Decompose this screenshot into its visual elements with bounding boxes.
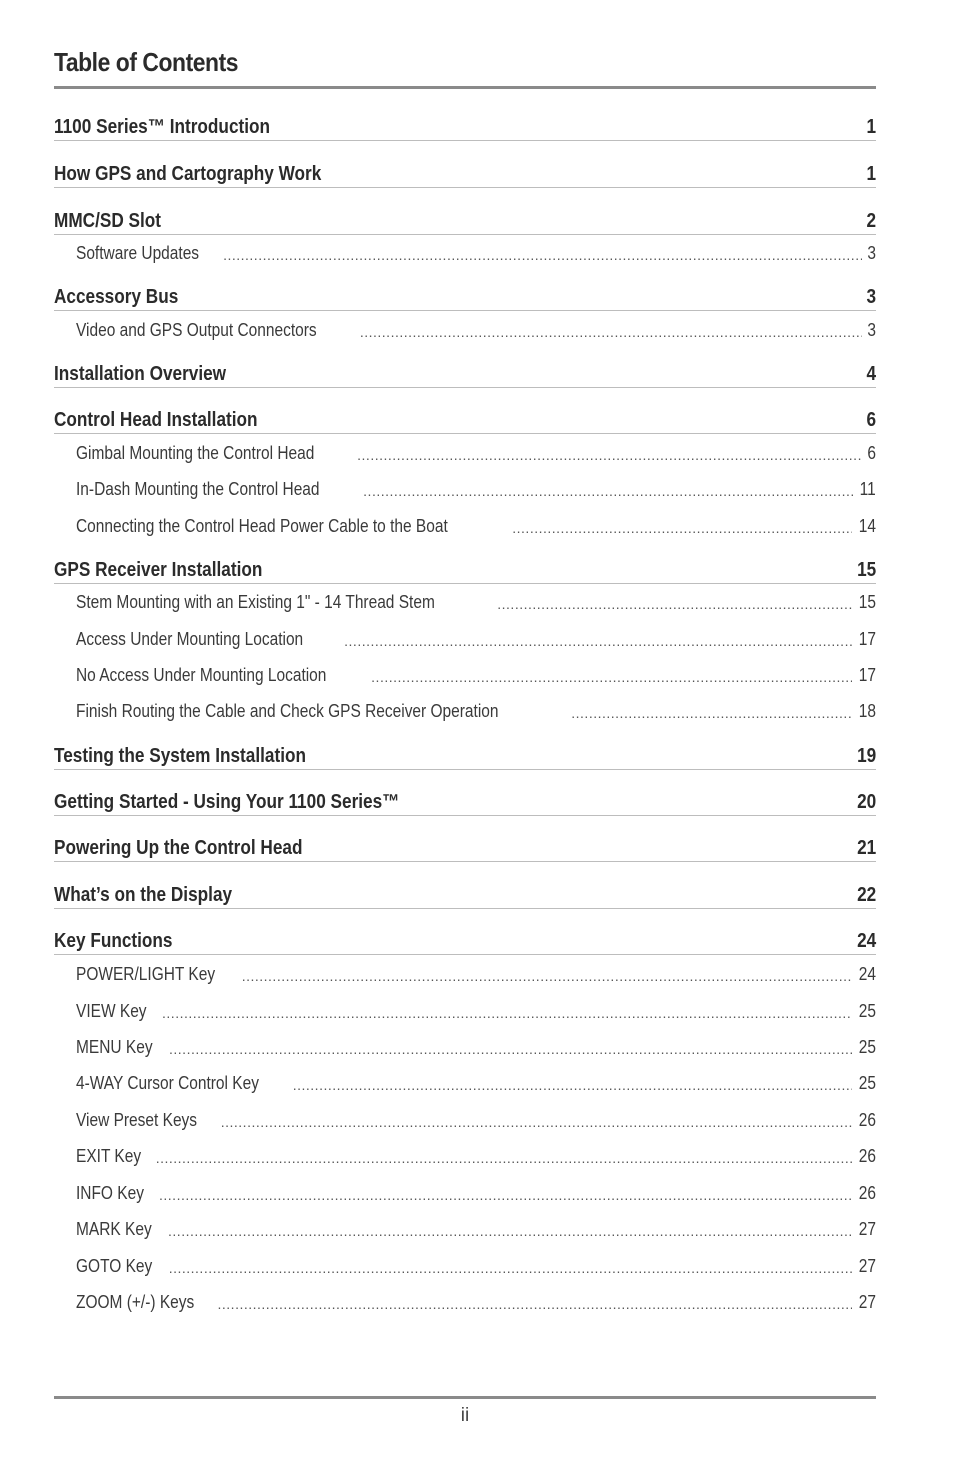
toc-subsection-title: Stem Mounting with an Existing 1" - 14 Thread Stem (76, 592, 435, 612)
toc-section-page: 3 (866, 286, 876, 308)
toc-subsection-page: 11 (859, 479, 876, 499)
toc-subsection[interactable] (76, 1109, 876, 1131)
toc-subsection-page: 27 (858, 1292, 876, 1312)
toc-section[interactable] (54, 407, 876, 434)
toc-subsection[interactable] (76, 628, 876, 650)
toc-section[interactable] (54, 882, 876, 909)
toc-subsection-title: POWER/LIGHT Key (76, 964, 216, 984)
toc-section-page: 1 (866, 116, 876, 138)
toc-subsection[interactable] (76, 1255, 876, 1277)
toc-subsection-title: MENU Key (76, 1037, 153, 1057)
toc-subsection-title: MARK Key (76, 1219, 152, 1239)
dot-leader (223, 246, 862, 264)
toc-subsection-page: 24 (858, 964, 876, 984)
dot-leader (293, 1076, 852, 1094)
toc-section[interactable] (54, 361, 876, 388)
toc-subsection[interactable] (76, 700, 876, 722)
toc-section[interactable] (54, 928, 876, 955)
toc-section-page: 15 (856, 559, 876, 581)
toc-subsection-page: 3 (867, 320, 876, 340)
dot-leader (371, 668, 852, 686)
toc-section[interactable] (54, 557, 876, 584)
toc-section-title: Installation Overview (54, 363, 227, 385)
dot-leader (360, 323, 862, 341)
toc-subsection-title: Video and GPS Output Connectors (76, 320, 317, 340)
toc-section-page: 19 (856, 745, 876, 767)
dot-leader (357, 446, 862, 464)
toc-subsection[interactable] (76, 1072, 876, 1094)
toc-section[interactable] (54, 743, 876, 770)
toc-section-page: 24 (856, 930, 876, 952)
toc-section[interactable] (54, 789, 876, 816)
dot-leader (159, 1186, 852, 1204)
dot-leader (162, 1004, 852, 1022)
toc-subsection[interactable] (76, 1182, 876, 1204)
dot-leader (242, 967, 852, 985)
dot-leader (512, 519, 852, 537)
toc-section-title: Getting Started - Using Your 1100 Series™ (54, 791, 400, 813)
toc-section-page: 1 (866, 163, 876, 185)
toc-subsection-page: 14 (858, 516, 876, 536)
toc-subsection-page: 17 (858, 665, 876, 685)
toc-subsection[interactable] (76, 1218, 876, 1240)
toc-subsection[interactable] (76, 1291, 876, 1313)
toc-subsection-page: 15 (858, 592, 876, 612)
toc-subsection[interactable] (76, 1000, 876, 1022)
toc-section[interactable] (54, 284, 876, 311)
toc-section-title: Key Functions (54, 930, 173, 952)
toc-subsection[interactable] (76, 664, 876, 686)
toc-section[interactable] (54, 835, 876, 862)
toc-section-page: 2 (866, 210, 876, 232)
dot-leader (221, 1113, 852, 1131)
dot-leader (344, 632, 852, 650)
dot-leader (156, 1149, 852, 1167)
toc-subsection-page: 25 (858, 1073, 876, 1093)
footer-rule (54, 1396, 876, 1399)
dot-leader (169, 1259, 852, 1277)
toc-subsection-page: 3 (867, 243, 876, 263)
toc-subsection-title: Software Updates (76, 243, 200, 263)
toc-subsection-page: 27 (858, 1219, 876, 1239)
toc-section-page: 22 (856, 884, 876, 906)
toc-subsection[interactable] (76, 319, 876, 341)
toc-section-page: 4 (866, 363, 876, 385)
toc-subsection-title: In-Dash Mounting the Control Head (76, 479, 320, 499)
toc-subsection[interactable] (76, 591, 876, 613)
toc-subsection-title: ZOOM (+/-) Keys (76, 1292, 195, 1312)
toc-section-title: Testing the System Installation (54, 745, 307, 767)
toc-section[interactable] (54, 208, 876, 235)
title-rule (54, 86, 876, 89)
toc-subsection-page: 27 (858, 1256, 876, 1276)
toc-section-title: 1100 Series™ Introduction (54, 116, 271, 138)
dot-leader (218, 1295, 852, 1313)
toc-subsection-page: 25 (858, 1001, 876, 1021)
toc-subsection-page: 18 (858, 701, 876, 721)
dot-leader (168, 1222, 852, 1240)
toc-subsection-title: INFO Key (76, 1183, 144, 1203)
toc-subsection-page: 6 (867, 443, 876, 463)
toc-subsection-title: 4-WAY Cursor Control Key (76, 1073, 259, 1093)
toc-section-page: 6 (866, 409, 876, 431)
toc-subsection-page: 26 (858, 1183, 876, 1203)
toc-subsection-title: No Access Under Mounting Location (76, 665, 327, 685)
toc-subsection[interactable] (76, 1145, 876, 1167)
toc-subsection-title: VIEW Key (76, 1001, 147, 1021)
toc-subsection-title: Access Under Mounting Location (76, 629, 304, 649)
toc-subsection-page: 17 (858, 629, 876, 649)
toc-subsection[interactable] (76, 515, 876, 537)
page-title: Table of Contents (54, 47, 239, 77)
toc-subsection-page: 26 (858, 1146, 876, 1166)
toc-subsection-title: Connecting the Control Head Power Cable to the Boat (76, 516, 448, 536)
toc-subsection-title: GOTO Key (76, 1256, 153, 1276)
toc-section-title: How GPS and Cartography Work (54, 163, 322, 185)
dot-leader (571, 704, 852, 722)
toc-subsection[interactable] (76, 963, 876, 985)
toc-section-title: What’s on the Display (54, 884, 233, 906)
page-number: ii (460, 1405, 470, 1426)
toc-subsection[interactable] (76, 1036, 876, 1058)
toc-section-page: 20 (856, 791, 876, 813)
dot-leader (497, 595, 852, 613)
toc-section-title: Accessory Bus (54, 286, 179, 308)
toc-section-title: GPS Receiver Installation (54, 559, 263, 581)
toc-section-page: 21 (856, 837, 876, 859)
dot-leader (169, 1040, 852, 1058)
toc-section-title: Control Head Installation (54, 409, 258, 431)
toc-section[interactable] (54, 161, 876, 188)
toc-section-title: Powering Up the Control Head (54, 837, 303, 859)
toc-subsection-title: View Preset Keys (76, 1110, 198, 1130)
toc-subsection-page: 25 (858, 1037, 876, 1057)
toc-subsection-title: Finish Routing the Cable and Check GPS Receiver Operation (76, 701, 499, 721)
toc-subsection-page: 26 (858, 1110, 876, 1130)
toc-subsection[interactable] (76, 242, 876, 264)
toc-section[interactable] (54, 114, 876, 141)
toc-section-title: MMC/SD Slot (54, 210, 162, 232)
toc-subsection[interactable] (76, 442, 876, 464)
toc-subsection[interactable] (76, 478, 876, 500)
dot-leader (363, 482, 853, 500)
toc-subsection-title: EXIT Key (76, 1146, 142, 1166)
toc-subsection-title: Gimbal Mounting the Control Head (76, 443, 315, 463)
